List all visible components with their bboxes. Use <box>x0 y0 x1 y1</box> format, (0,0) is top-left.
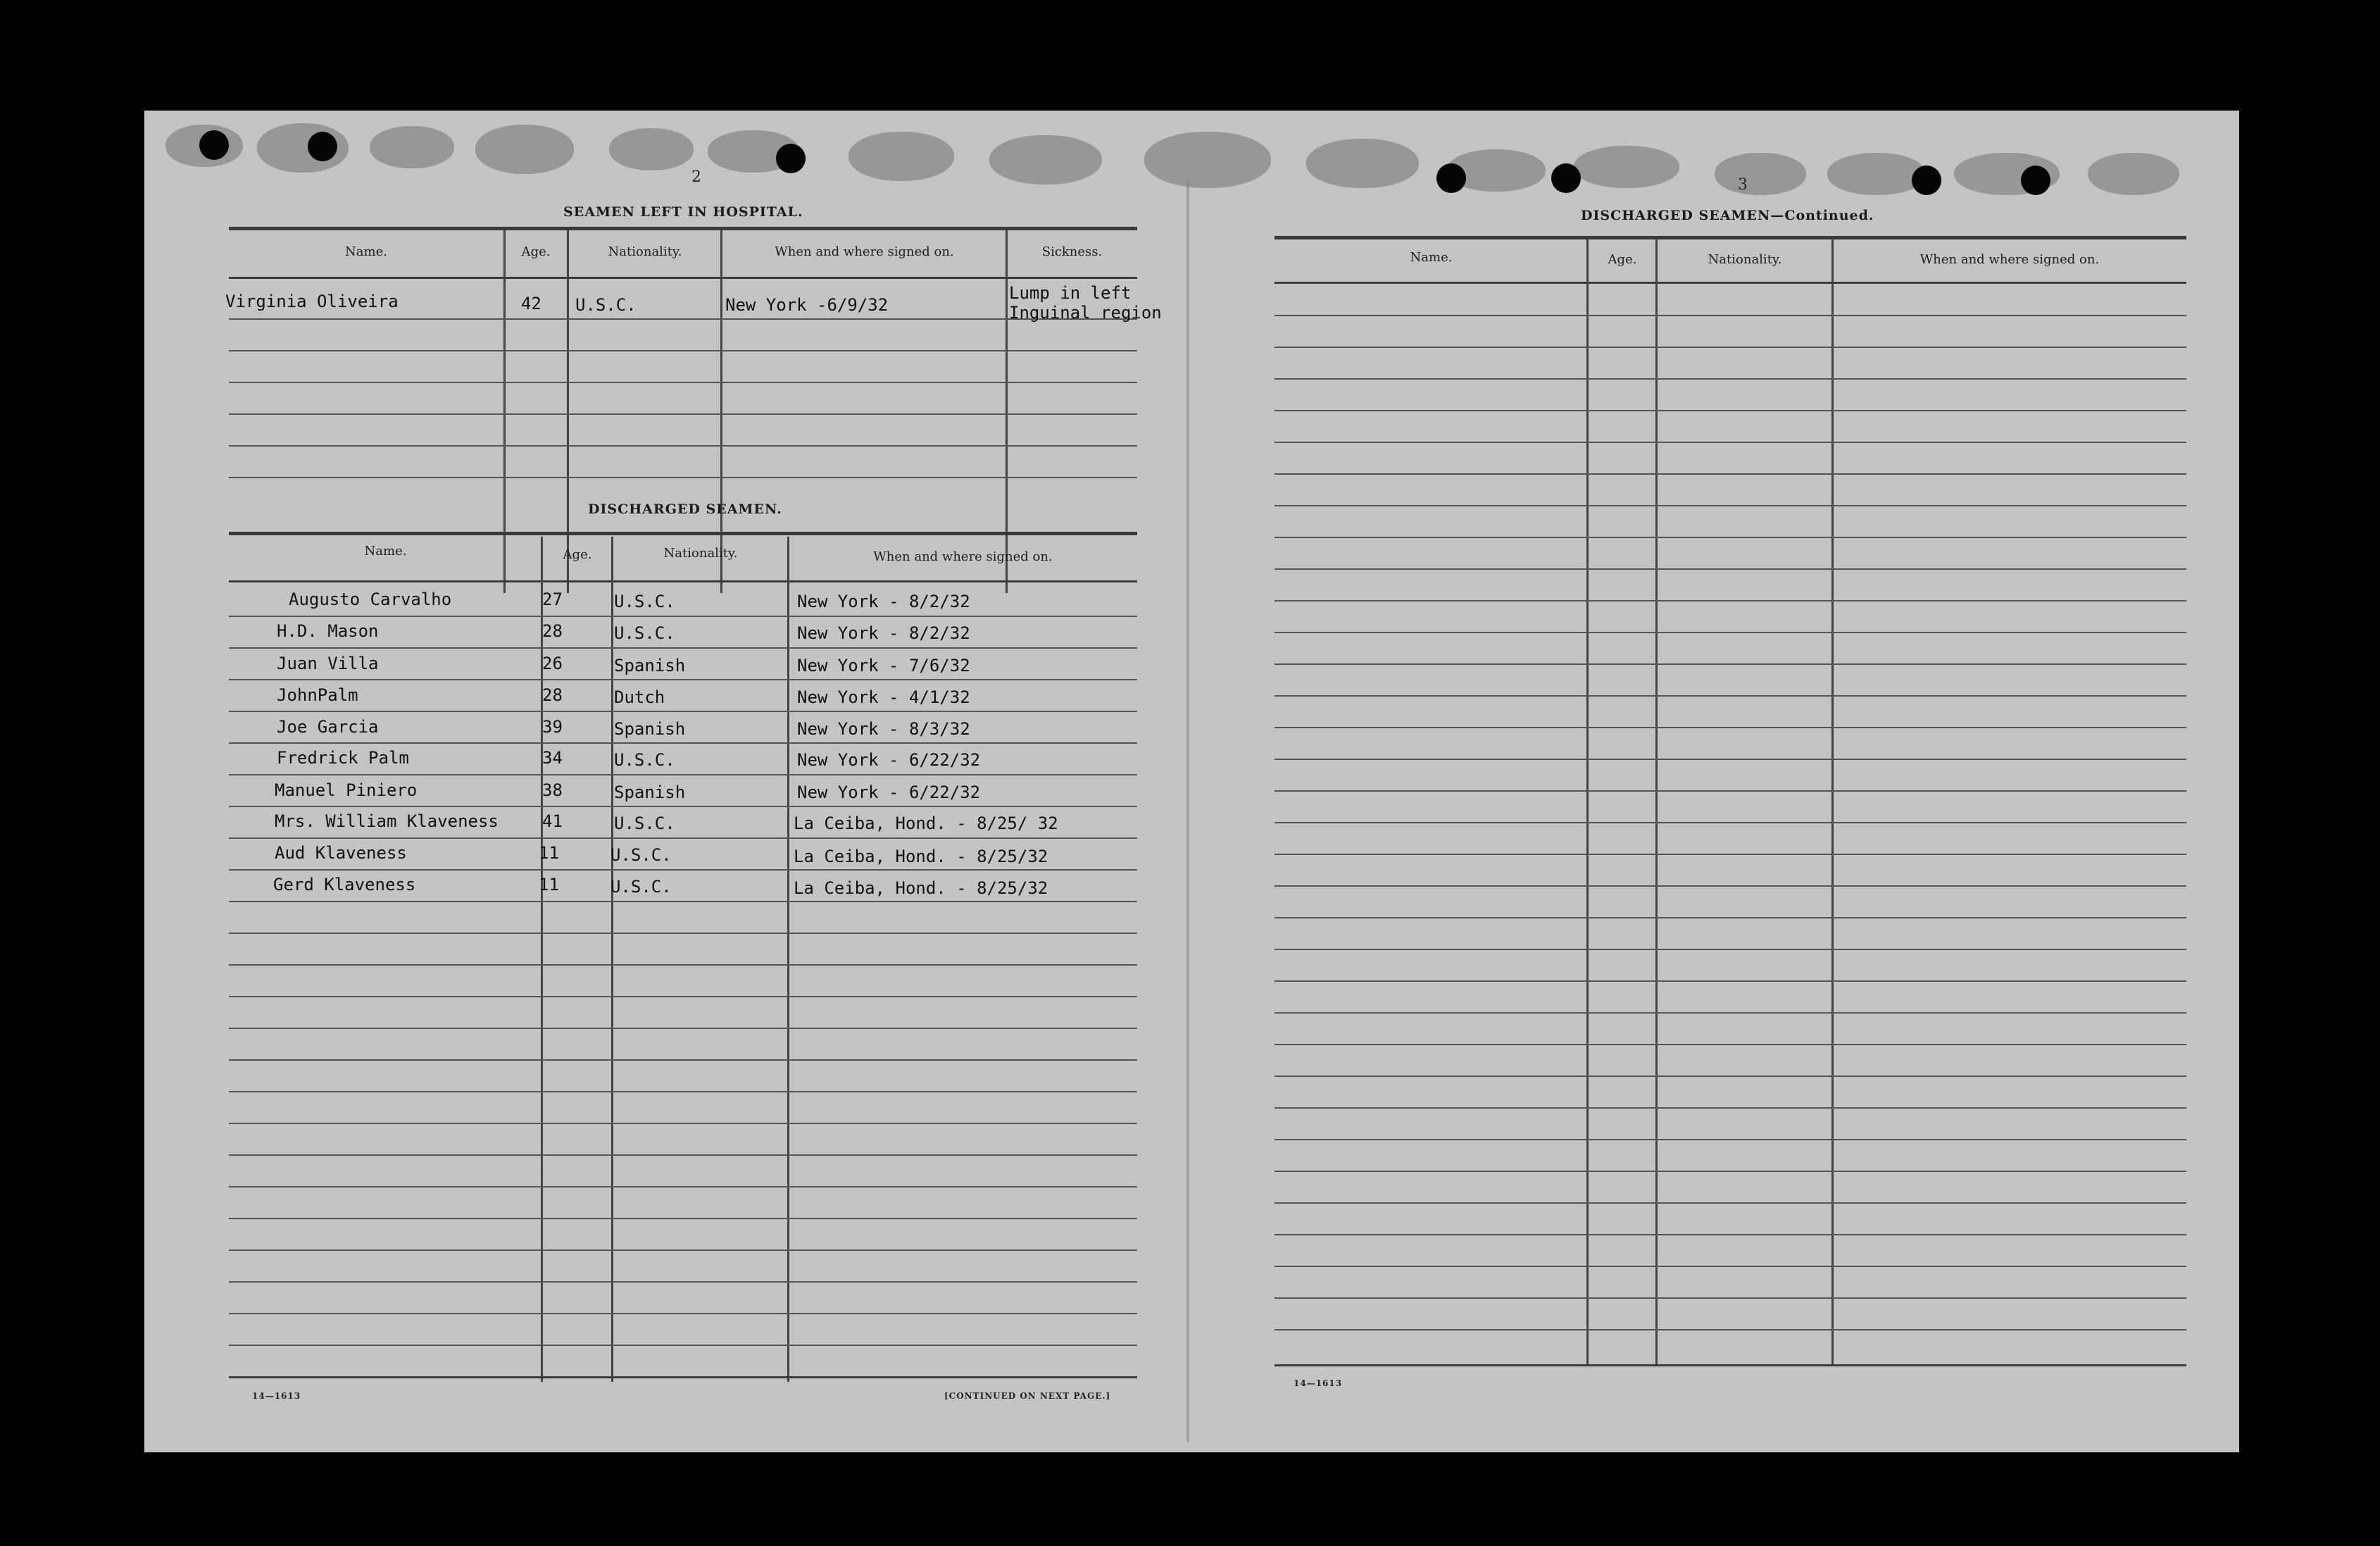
document-page <box>144 111 2239 1452</box>
discharged-row-signed-on: New York - 8/2/32 <box>797 592 970 611</box>
row-line <box>229 1091 1137 1092</box>
row-line <box>1274 1266 2186 1267</box>
row-line <box>229 806 1137 807</box>
discharged-row-nationality: Spanish <box>614 719 686 739</box>
row-line <box>229 1313 1137 1314</box>
row-line <box>229 869 1137 871</box>
row-line <box>1274 505 2186 506</box>
stain-mark <box>609 128 694 170</box>
row-line <box>229 477 1137 478</box>
stain-mark <box>475 125 574 174</box>
row-line <box>229 964 1137 966</box>
hospital-header-nationality: Nationality. <box>608 244 682 259</box>
hospital-row-sickness: Lump in left <box>1009 283 1132 303</box>
row-line <box>229 350 1137 351</box>
column-divider <box>503 230 506 593</box>
continued-section-title: DISCHARGED SEAMEN—Continued. <box>1581 208 1874 223</box>
stain-mark <box>1827 153 1926 195</box>
form-number-right: 14—1613 <box>1294 1378 1343 1388</box>
row-line <box>1274 1234 2186 1235</box>
column-divider <box>567 230 569 593</box>
row-line <box>229 445 1137 447</box>
hospital-header-name: Name. <box>345 244 387 259</box>
discharged-row-signed-on: La Ceiba, Hond. - 8/25/ 32 <box>794 813 1058 833</box>
continued-header-signed-on: When and where signed on. <box>1919 252 2100 267</box>
page-number-right: 3 <box>1738 176 1748 194</box>
stain-mark <box>1574 146 1679 188</box>
row-line <box>1274 1329 2186 1330</box>
page-fold <box>1186 181 1189 1442</box>
discharged-row-nationality: U.S.C. <box>614 813 675 833</box>
stain-mark <box>2088 153 2179 195</box>
discharged-row-nationality: U.S.C. <box>614 750 675 770</box>
discharged-row-age: 38 <box>542 780 563 800</box>
row-line <box>229 679 1137 680</box>
hospital-header-sickness: Sickness. <box>1041 244 1103 259</box>
binding-hole <box>199 130 229 160</box>
column-divider <box>720 230 722 593</box>
discharged-row-signed-on: La Ceiba, Hond. - 8/25/32 <box>794 847 1048 866</box>
discharged-row-age: 26 <box>542 654 563 673</box>
discharged-row-name: Fredrick Palm <box>277 748 409 768</box>
discharged-row-age: 28 <box>542 621 563 641</box>
row-line <box>229 616 1137 617</box>
row-line <box>229 318 1137 320</box>
discharged-row-nationality: Spanish <box>614 656 686 675</box>
page-number-left: 2 <box>691 168 701 186</box>
row-line <box>1274 1202 2186 1204</box>
row-line <box>1274 1107 2186 1109</box>
binding-hole <box>1912 166 1941 195</box>
row-line <box>229 742 1137 744</box>
row-line <box>1274 442 2186 443</box>
column-divider <box>787 537 789 1382</box>
row-line <box>229 382 1137 383</box>
continued-note: [CONTINUED ON NEXT PAGE.] <box>944 1391 1111 1401</box>
row-line <box>1274 759 2186 760</box>
row-line <box>1274 1139 2186 1140</box>
discharged-row-name: H.D. Mason <box>277 621 379 641</box>
row-line <box>229 413 1137 415</box>
discharged-row-nationality: U.S.C. <box>610 845 672 865</box>
discharged-header-signed-on: When and where signed on. <box>873 549 1053 564</box>
row-line <box>229 1028 1137 1029</box>
row-line <box>1274 537 2186 538</box>
row-line <box>229 996 1137 997</box>
discharged-row-age: 28 <box>542 685 563 705</box>
discharged-header-age: Age. <box>563 547 592 562</box>
row-line <box>1274 378 2186 380</box>
hospital-section-title: SEAMEN LEFT IN HOSPITAL. <box>563 204 803 220</box>
discharged-header-nationality: Nationality. <box>663 546 738 561</box>
row-line <box>229 647 1137 649</box>
discharged-row-age: 39 <box>542 717 563 737</box>
stain-mark <box>848 132 954 181</box>
row-line <box>1274 695 2186 697</box>
continued-header-age: Age. <box>1608 252 1637 267</box>
header-rule <box>229 580 1137 582</box>
row-line <box>1274 949 2186 950</box>
bottom-rule <box>1274 1364 2186 1366</box>
continued-header-name: Name. <box>1410 250 1453 265</box>
column-divider <box>1586 239 1589 1366</box>
discharged-row-name: Gerd Klaveness <box>273 875 416 894</box>
hospital-header-age: Age. <box>521 244 551 259</box>
row-line <box>1274 632 2186 633</box>
stain-mark <box>1306 139 1419 188</box>
discharged-row-name: Mrs. William Klaveness <box>275 811 499 831</box>
form-number-left: 14—1613 <box>252 1391 301 1401</box>
row-line <box>229 711 1137 712</box>
stain-mark <box>989 135 1102 185</box>
row-line <box>1274 568 2186 570</box>
bottom-rule <box>229 1376 1137 1378</box>
row-line <box>1274 917 2186 918</box>
row-line <box>229 1059 1137 1061</box>
discharged-row-signed-on: New York - 7/6/32 <box>797 656 970 675</box>
row-line <box>229 1281 1137 1283</box>
row-line <box>1274 854 2186 855</box>
discharged-row-signed-on: New York - 6/22/32 <box>797 750 981 770</box>
discharged-row-nationality: U.S.C. <box>614 592 675 611</box>
row-line <box>229 1345 1137 1346</box>
hospital-row-sickness: Inguinal region <box>1009 303 1162 323</box>
discharged-row-nationality: Dutch <box>614 687 665 707</box>
hospital-row-name: Virginia Oliveira <box>225 292 399 311</box>
row-line <box>1274 1012 2186 1014</box>
hospital-row-signed-on: New York -6/9/32 <box>725 295 889 315</box>
row-line <box>1274 1297 2186 1299</box>
discharged-row-signed-on: New York - 6/22/32 <box>797 783 981 802</box>
header-rule <box>1274 282 2186 284</box>
discharged-section-title: DISCHARGED SEAMEN. <box>588 501 782 517</box>
discharged-row-nationality: U.S.C. <box>614 623 675 643</box>
discharged-row-name: Manuel Piniero <box>275 780 418 800</box>
discharged-row-signed-on: La Ceiba, Hond. - 8/25/32 <box>794 878 1048 898</box>
row-line <box>229 1186 1137 1187</box>
stain-mark <box>1144 132 1271 188</box>
continued-header-nationality: Nationality. <box>1708 252 1782 267</box>
row-line <box>229 1154 1137 1156</box>
row-line <box>1274 315 2186 316</box>
header-rule <box>229 277 1137 279</box>
row-line <box>1274 1171 2186 1172</box>
row-line <box>1274 727 2186 728</box>
binding-hole <box>1436 163 1466 193</box>
hospital-row-age: 42 <box>521 294 541 313</box>
discharged-row-age: 27 <box>542 590 563 609</box>
discharged-row-nationality: Spanish <box>614 783 686 802</box>
discharged-row-age: 11 <box>539 843 559 863</box>
row-line <box>229 837 1137 839</box>
row-line <box>1274 663 2186 665</box>
row-line <box>1274 473 2186 475</box>
binding-hole <box>308 132 337 161</box>
column-divider <box>1831 239 1834 1366</box>
discharged-row-name: JohnPalm <box>277 685 358 705</box>
hospital-header-signed-on: When and where signed on. <box>775 244 954 259</box>
binding-hole <box>776 144 806 173</box>
row-line <box>1274 980 2186 982</box>
discharged-row-signed-on: New York - 4/1/32 <box>797 687 970 707</box>
row-line <box>1274 1044 2186 1045</box>
row-line <box>1274 790 2186 792</box>
row-line <box>1274 822 2186 823</box>
header-rule <box>229 227 1137 230</box>
row-line <box>229 1123 1137 1124</box>
stain-mark <box>370 126 454 168</box>
column-divider <box>1006 230 1008 593</box>
discharged-row-name: Augusto Carvalho <box>289 590 452 609</box>
discharged-row-nationality: U.S.C. <box>610 877 672 897</box>
stain-mark <box>1715 153 1806 195</box>
discharged-header-name: Name. <box>364 544 407 559</box>
discharged-row-age: 34 <box>542 748 563 768</box>
column-divider <box>611 537 613 1382</box>
discharged-row-name: Aud Klaveness <box>275 843 407 863</box>
row-line <box>1274 1076 2186 1077</box>
discharged-row-age: 11 <box>539 875 559 894</box>
header-rule <box>1274 236 2186 239</box>
binding-hole <box>2021 166 2050 195</box>
discharged-row-signed-on: New York - 8/3/32 <box>797 719 970 739</box>
header-rule <box>229 532 1137 535</box>
row-line <box>1274 885 2186 887</box>
discharged-row-name: Juan Villa <box>277 654 379 673</box>
row-line <box>1274 600 2186 601</box>
row-line <box>229 1249 1137 1251</box>
row-line <box>1274 410 2186 411</box>
row-line <box>229 933 1137 934</box>
discharged-row-name: Joe Garcia <box>277 717 379 737</box>
row-line <box>229 901 1137 902</box>
column-divider <box>1655 239 1658 1366</box>
row-line <box>229 1218 1137 1219</box>
row-line <box>1274 347 2186 348</box>
discharged-row-age: 41 <box>542 811 563 831</box>
row-line <box>229 774 1137 775</box>
hospital-row-nationality: U.S.C. <box>575 295 637 315</box>
binding-hole <box>1551 163 1581 193</box>
discharged-row-signed-on: New York - 8/2/32 <box>797 623 970 643</box>
